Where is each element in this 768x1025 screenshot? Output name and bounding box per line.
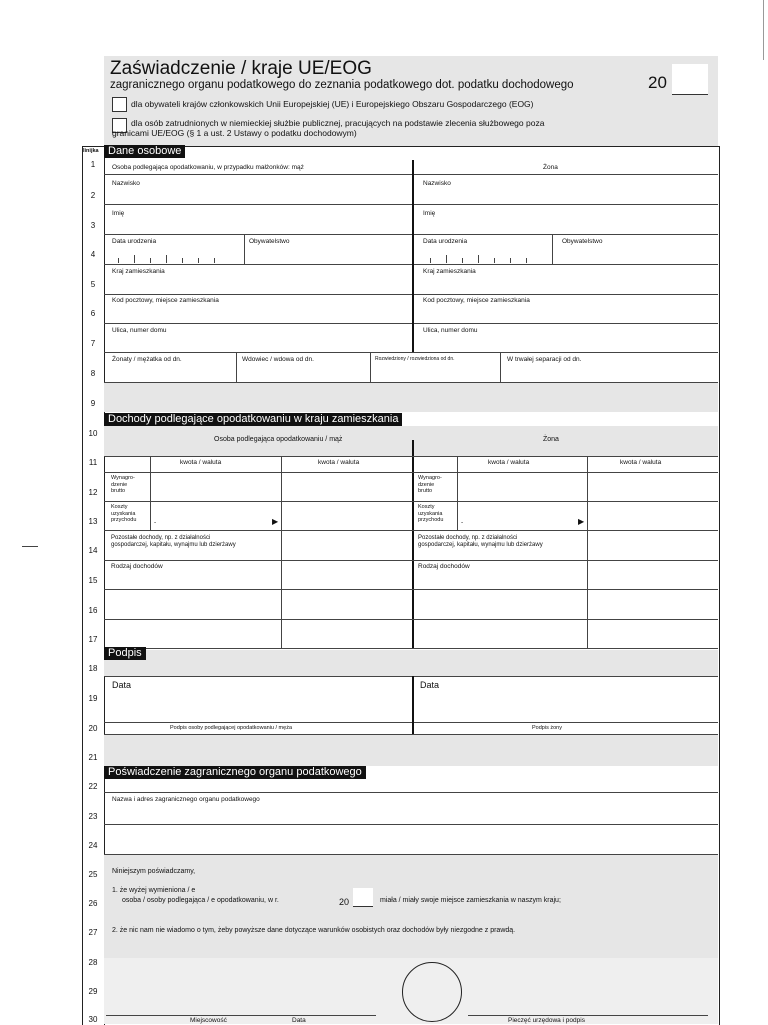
- costs-line: przychodu: [418, 517, 444, 523]
- birth-date-field-right[interactable]: [415, 246, 551, 263]
- row-divider: [104, 352, 718, 353]
- gross-wages-field-4[interactable]: [588, 473, 717, 500]
- row-divider: [104, 456, 718, 457]
- line-number: 14: [88, 546, 98, 555]
- row-divider: [104, 722, 718, 723]
- income-type-label-right: Rodzaj dochodów: [418, 563, 470, 570]
- income-type-field-right[interactable]: [415, 571, 586, 588]
- line-number: 12: [88, 488, 98, 497]
- row-divider: [104, 264, 718, 265]
- signature-date-right: Data: [420, 680, 440, 690]
- gross-wages-line: Wynagro-: [418, 475, 442, 481]
- line-number: 3: [90, 221, 96, 230]
- line-number: 1: [90, 160, 96, 169]
- income-type-field-left[interactable]: [105, 571, 280, 588]
- year-prefix: 20: [648, 73, 667, 92]
- checkbox-eu-citizens-label: dla obywateli krajów członkowskich Unii Europejskiej (UE) i Europejskiego Obszaru Gospodarczego (EOG): [131, 99, 534, 109]
- row-divider: [104, 560, 718, 561]
- line-number: 15: [88, 576, 98, 585]
- postal-field-left[interactable]: [105, 305, 411, 322]
- column-divider: [412, 676, 414, 734]
- row-divider: [104, 204, 718, 205]
- amount-currency-col-4: kwota / waluta: [620, 459, 662, 466]
- income-amount-field-left[interactable]: [282, 571, 411, 588]
- other-income-line: gospodarczej, kapitału, wynajmu lub dzierżawy: [111, 541, 236, 548]
- surname-label-left: Nazwisko: [112, 180, 140, 187]
- costs-line: Koszty: [111, 504, 128, 510]
- costs-field-1[interactable]: [151, 502, 271, 529]
- line-number: 5: [90, 280, 96, 289]
- line-number: 22: [88, 782, 98, 791]
- street-label-left: Ulica, numer domu: [112, 327, 167, 334]
- checkbox-public-service-label-1: dla osób zatrudnionych w niemieckiej służbie publicznej, pracujących na podstawie zlecenia służbowego poza: [131, 118, 545, 128]
- row-divider: [104, 589, 718, 590]
- row-divider: [104, 294, 718, 295]
- column-divider: [412, 160, 414, 352]
- country-label-right: Kraj zamieszkania: [423, 268, 476, 275]
- checkbox-eu-citizens[interactable]: [112, 97, 127, 112]
- line-number: 24: [88, 841, 98, 850]
- point1-year-input[interactable]: [353, 888, 373, 907]
- other-income-line: gospodarczej, kapitału, wynajmu lub dzierżawy: [418, 541, 543, 548]
- tax-authority-field[interactable]: [105, 804, 717, 852]
- other-income-line: Pozostałe dochody, np. z działalności: [418, 535, 518, 541]
- minus-sign-right: -: [461, 519, 464, 526]
- line-number: 8: [90, 369, 96, 378]
- point1-year-prefix: 20: [339, 897, 350, 907]
- year-input[interactable]: [672, 64, 708, 95]
- gray-band-21: [104, 734, 718, 766]
- arrow-right-icon: ▶: [578, 517, 585, 526]
- surname-field-left[interactable]: [105, 188, 411, 203]
- row-divider: [104, 323, 718, 324]
- income-amount-field-right[interactable]: [588, 571, 717, 588]
- point1-line-c: miała / miały swoje miejsce zamieszkania w naszym kraju;: [380, 897, 561, 904]
- costs-label-left: [111, 504, 136, 524]
- amount-currency-col-3: kwota / waluta: [488, 459, 530, 466]
- income-left-header: Osoba podlegająca opodatkowaniu / mąż: [214, 436, 343, 443]
- date-field[interactable]: [258, 990, 376, 1014]
- gross-wages-field-2[interactable]: [282, 473, 411, 500]
- point2-text: 2. że nic nam nie wiadomo o tym, żeby powyższe dane dotyczące warunków osobistych oraz dochodów były niezgodne z prawdą.: [112, 927, 516, 934]
- postal-field-right[interactable]: [415, 305, 717, 322]
- gray-band-certificate: [104, 854, 718, 958]
- citizenship-label-left: Obywatelstwo: [249, 238, 290, 245]
- separated-label: W trwałej separacji od dn.: [507, 356, 582, 363]
- personal-left-header: Osoba podlegająca opodatkowaniu, w przypadku małżonków: mąż: [112, 164, 304, 171]
- gross-wages-label-left: [111, 475, 135, 495]
- row-divider: [104, 234, 718, 235]
- row-divider: [104, 619, 718, 620]
- section-personal-data: Dane osobowe: [104, 145, 185, 158]
- gutter-label: linijka: [83, 148, 99, 154]
- first-name-label-right: Imię: [423, 210, 436, 217]
- line-number: 17: [88, 635, 98, 644]
- surname-field-right[interactable]: [415, 188, 717, 203]
- section-signature: Podpis: [104, 647, 146, 660]
- costs-field-4[interactable]: [588, 502, 717, 529]
- signature-field-right[interactable]: [415, 692, 717, 721]
- signature-field-left[interactable]: [105, 692, 411, 721]
- birth-date-label-left: Data urodzenia: [112, 238, 157, 245]
- row-divider: [104, 648, 718, 649]
- line-number: 6: [90, 309, 96, 318]
- divorced-date-field[interactable]: [371, 364, 499, 381]
- line-number: 27: [88, 928, 98, 937]
- line-number: 21: [88, 753, 98, 762]
- place-caption: Miejscowość: [190, 1017, 227, 1024]
- street-field-right[interactable]: [415, 335, 717, 351]
- costs-line: Koszty: [418, 504, 435, 510]
- date-line: [256, 1015, 376, 1016]
- line-number: 18: [88, 664, 98, 673]
- line-number: 11: [88, 458, 98, 467]
- postal-label-right: Kod pocztowy, miejsce zamieszkania: [423, 297, 530, 304]
- costs-line: uzyskania: [418, 510, 443, 517]
- line-number: 9: [90, 399, 96, 408]
- line-number: 7: [90, 339, 96, 348]
- personal-right-header: Żona: [543, 164, 558, 171]
- line-number: 4: [90, 250, 96, 259]
- checkbox-public-service-label-2: granicami UE/EOG (§ 1 a ust. 2 Ustawy o podatku dochodowym): [112, 128, 357, 138]
- form-subtitle: zagranicznego organu podatkowego do zeznania podatkowego dot. podatku dochodowego: [110, 79, 574, 91]
- gross-wages-line: brutto: [111, 488, 126, 494]
- margin-mark: [22, 546, 38, 547]
- hereby-text: Niniejszym poświadczamy,: [112, 868, 196, 875]
- line-number: 19: [88, 694, 98, 703]
- citizenship-field-right[interactable]: [553, 246, 717, 263]
- gross-wages-field-1[interactable]: [151, 473, 280, 500]
- section-certificate: Poświadczenie zagranicznego organu podatkowego: [104, 766, 366, 779]
- point1-line-a: 1. że wyżej wymieniona / e: [112, 887, 196, 894]
- stamp-signature-caption: Pieczęć urzędowa i podpis: [508, 1017, 585, 1024]
- gray-band-9: [104, 382, 718, 412]
- form-title: Zaświadczenie / kraje UE/EOG: [110, 58, 372, 79]
- postal-label-left: Kod pocztowy, miejsce zamieszkania: [112, 297, 219, 304]
- widowed-label: Wdowiec / wdowa od dn.: [242, 356, 314, 363]
- line-number: 28: [88, 958, 98, 967]
- country-field-left[interactable]: [105, 276, 411, 293]
- point1-line-b: osoba / osoby podlegająca / e opodatkowaniu, w r.: [122, 897, 279, 904]
- signature-caption-left: Podpis osoby podlegającej opodatkowaniu / męża: [170, 725, 292, 731]
- line-number: 20: [88, 724, 98, 733]
- minus-sign-left: -: [154, 519, 157, 526]
- place-field[interactable]: [106, 990, 254, 1014]
- line-number: 26: [88, 899, 98, 908]
- row-divider: [104, 530, 718, 531]
- income-type-label-left: Rodzaj dochodów: [111, 563, 163, 570]
- section-income: Dochody podlegające opodatkowaniu w kraju zamieszkania: [104, 413, 402, 426]
- gross-wages-line: dzenie: [111, 481, 128, 488]
- married-label: Żonaty / mężatka od dn.: [112, 356, 182, 363]
- line-number: 25: [88, 870, 98, 879]
- signature-date-left: Data: [112, 680, 132, 690]
- gray-band-10: [104, 426, 718, 456]
- citizenship-field-left[interactable]: [245, 246, 411, 263]
- row-divider: [104, 174, 718, 175]
- gross-wages-line: brutto: [418, 488, 433, 494]
- line-number: 2: [90, 191, 96, 200]
- stamp-circle: [402, 962, 462, 1022]
- other-income-line: Pozostałe dochody, np. z działalności: [111, 535, 211, 541]
- other-income-label-left: [111, 535, 236, 548]
- married-date-field[interactable]: [105, 364, 235, 381]
- costs-line: uzyskania: [111, 510, 136, 517]
- amount-currency-col-1: kwota / waluta: [180, 459, 222, 466]
- row-divider: [104, 676, 718, 677]
- street-field-left[interactable]: [105, 335, 411, 351]
- line-number-gutter: [82, 146, 105, 1025]
- line-number: 29: [88, 987, 98, 996]
- date-caption: Data: [292, 1017, 306, 1024]
- line-number: 13: [88, 517, 98, 526]
- other-income-label-right: [418, 535, 543, 548]
- line-number: 30: [88, 1015, 98, 1024]
- costs-line: przychodu: [111, 517, 137, 523]
- costs-label-right: [418, 504, 443, 524]
- birth-date-field-left[interactable]: [105, 246, 243, 263]
- first-name-field-right[interactable]: [415, 218, 717, 233]
- country-label-left: Kraj zamieszkania: [112, 268, 165, 275]
- gross-wages-field-3[interactable]: [458, 473, 586, 500]
- street-label-right: Ulica, numer domu: [423, 327, 478, 334]
- line-number: 10: [88, 429, 98, 438]
- row-divider: [104, 792, 718, 793]
- citizenship-label-right: Obywatelstwo: [562, 238, 603, 245]
- gross-wages-line: dzenie: [418, 481, 435, 488]
- amount-currency-col-2: kwota / waluta: [318, 459, 360, 466]
- page-edge-line: [763, 0, 764, 60]
- costs-field-3[interactable]: [458, 502, 577, 529]
- row-divider: [104, 734, 718, 735]
- income-right-header: Żona: [543, 436, 559, 443]
- separated-date-field[interactable]: [501, 364, 717, 381]
- arrow-right-icon: ▶: [272, 517, 279, 526]
- signature-caption-right: Podpis żony: [532, 725, 562, 731]
- costs-field-2[interactable]: [282, 502, 411, 529]
- row-divider: [104, 854, 718, 855]
- surname-label-right: Nazwisko: [423, 180, 451, 187]
- country-field-right[interactable]: [415, 276, 717, 293]
- gross-wages-line: Wynagro-: [111, 475, 135, 481]
- line-number: 16: [88, 606, 98, 615]
- gross-wages-label-right: [418, 475, 442, 495]
- tax-authority-label: Nazwa i adres zagranicznego organu podatkowego: [112, 796, 260, 803]
- birth-date-label-right: Data urodzenia: [423, 238, 468, 245]
- gray-band-18: [104, 650, 718, 676]
- first-name-field-left[interactable]: [105, 218, 411, 233]
- row-divider: [104, 382, 718, 383]
- first-name-label-left: Imię: [112, 210, 125, 217]
- stamp-signature-line: [468, 1015, 708, 1016]
- widowed-date-field[interactable]: [237, 364, 369, 381]
- divorced-label: Rozwiedziony / rozwiedziona od dn.: [375, 356, 455, 362]
- line-number: 23: [88, 812, 98, 821]
